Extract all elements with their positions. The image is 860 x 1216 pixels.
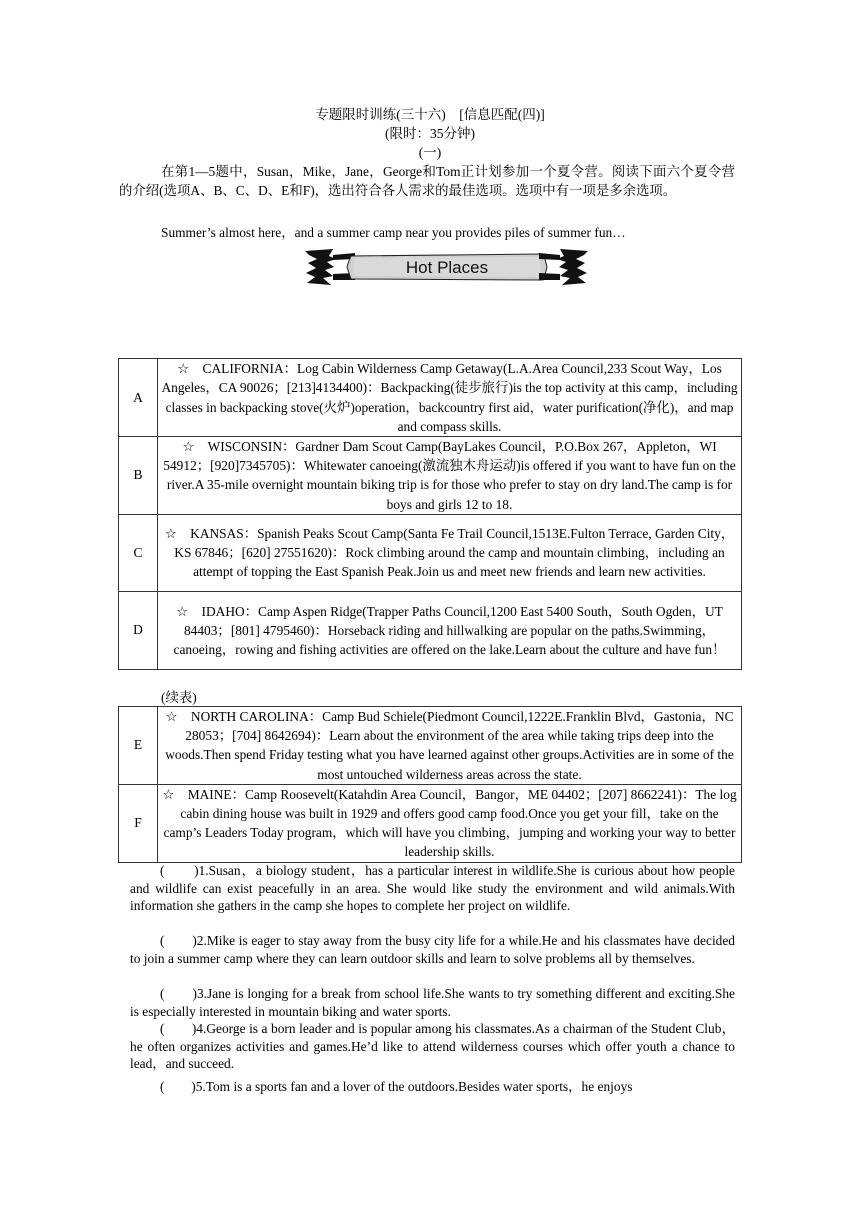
option-letter: B bbox=[119, 437, 158, 515]
hot-places-banner bbox=[303, 247, 590, 287]
camps-table-1 bbox=[118, 358, 742, 670]
question-5 bbox=[130, 1078, 735, 1096]
option-letter: A bbox=[119, 359, 158, 437]
banner-label: Hot Places bbox=[405, 258, 489, 277]
question-text: ( )3.Jane is longing for a break from school life.She wants to try something different and exciting.She is especially interested in mountain biking and water sports. bbox=[130, 986, 735, 1019]
question-text: ( )2.Mike is eager to stay away from the busy city life for a while.He and his classmates have decided to join a summer camp where they can learn outdoor skills and learn to solve problems all by themselves. bbox=[130, 933, 735, 966]
page-title: 专题限时训练(三十六) [信息匹配(四)] bbox=[315, 107, 545, 122]
option-description: ☆ CALIFORNIA：Log Cabin Wilderness Camp Getaway(L.A.Area Council,233 Scout Way，Los Angeles，CA 90026；[213]4134400)：Backpacking(徒步旅行)is the top activity at this camp，including classes in backpacking stove(火炉)operation，backcountry first aid，water purification(净化)，and map and compass skills. bbox=[158, 359, 742, 437]
section-label: (一) bbox=[418, 145, 442, 160]
option-description: ☆ KANSAS：Spanish Peaks Scout Camp(Santa Fe Trail Council,1513E.Fulton Terrace, Garden City，KS 67846；[620] 27551620)：Rock climbing around the camp and mountain climbing，including an attempt of topping the East Spanish Peak.Join us and meet new friends and learn new activities. bbox=[158, 514, 742, 591]
table-row bbox=[119, 784, 742, 862]
option-description: ☆ IDAHO：Camp Aspen Ridge(Trapper Paths Council,1200 East 5400 South，South Ogden，UT 84403；[801] 4795460)：Horseback riding and hillwalking are popular on the paths.Swimming，canoeing，rowing and fishing activities are offered on the lake.Learn about the culture and have fun！ bbox=[158, 591, 742, 669]
option-letter: F bbox=[119, 784, 158, 862]
continued-label: (续表) bbox=[161, 690, 197, 705]
option-description: ☆ MAINE：Camp Roosevelt(Katahdin Area Council，Bangor，ME 04402；[207] 8662241)：The log cabin dining house was built in 1929 and offers good camp food.Once you get your fill，take on the camp’s Leaders Today program，which will have you climbing，jumping and working your way to better leadership skills. bbox=[158, 784, 742, 862]
question-3 bbox=[130, 985, 735, 1020]
question-2 bbox=[130, 932, 735, 967]
option-description: ☆ WISCONSIN：Gardner Dam Scout Camp(BayLakes Council，P.O.Box 267，Appleton，WI 54912；[920]7345705)：Whitewater canoeing(激流独木舟运动)is offered if you want to have fun on the river.A 35-mile overnight mountain biking trip is for those who prefer to stay on dry land.The camp is for boys and girls 12 to 18. bbox=[158, 437, 742, 515]
lead-sentence: Summer’s almost here，and a summer camp near you provides piles of summer fun… bbox=[161, 225, 626, 240]
table-row bbox=[119, 514, 742, 591]
camps-table-2 bbox=[118, 706, 742, 863]
question-text: ( )1.Susan，a biology student，has a particular interest in wildlife.She is curious about how people and wildlife can exist peacefully in an area. She would like study the environment and wild animals.With information she gathers in the camp she hopes to complete her project on wildlife. bbox=[130, 863, 735, 914]
banner-graphic bbox=[303, 247, 590, 287]
question-1 bbox=[130, 862, 735, 915]
question-4 bbox=[130, 1020, 735, 1073]
table-row bbox=[119, 707, 742, 785]
question-text: ( )4.George is a born leader and is popular among his classmates.As a chairman of the Student Club，he often organizes activities and games.He’d like to attend wilderness courses which offer youth a chance to lead，and succeed. bbox=[130, 1021, 735, 1072]
table-row bbox=[119, 437, 742, 515]
option-letter: E bbox=[119, 707, 158, 785]
table-row bbox=[119, 591, 742, 669]
instructions: 在第1—5题中，Susan，Mike，Jane，George和Tom正计划参加一个夏令营。阅读下面六个夏令营的介绍(选项A、B、C、D、E和F)，选出符合各人需求的最佳选项。选项中有一项是多余选项。 bbox=[119, 164, 735, 198]
question-text: ( )5.Tom is a sports fan and a lover of the outdoors.Besides water sports，he enjoys bbox=[160, 1079, 633, 1094]
time-limit: (限时：35分钟) bbox=[385, 126, 475, 141]
option-letter: D bbox=[119, 591, 158, 669]
table-row bbox=[119, 359, 742, 437]
option-description: ☆ NORTH CAROLINA：Camp Bud Schiele(Piedmont Council,1222E.Franklin Blvd，Gastonia，NC 28053；[704] 8642694)：Learn about the environment of the area while taking trips deep into the woods.Then spend Friday testing what you have learned against other groups.Activities are in some of the most untouched wilderness areas across the state. bbox=[158, 707, 742, 785]
option-letter: C bbox=[119, 514, 158, 591]
